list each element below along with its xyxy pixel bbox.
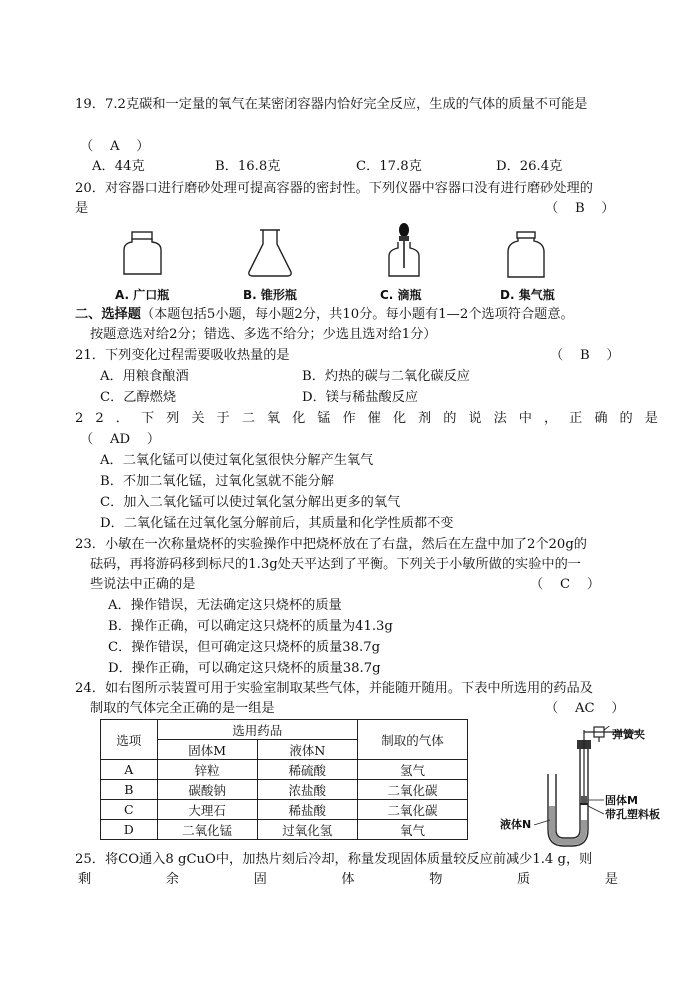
- caption-gas-bottle: D. 集气瓶: [500, 288, 555, 302]
- q23-stem-line1: 23．小敏在一次称量烧杯的实验操作中把烧杯放在了右盘，然后在左盘中加了2个20g的: [75, 537, 587, 552]
- table-cell: 浓盐酸: [257, 780, 357, 800]
- q25-stem-line1: 25．将CO通入8 gCuO中，加热片刻后冷却，称量发现固体质量较反应前减少1.4 g，则: [75, 852, 593, 867]
- table-row: [101, 780, 468, 800]
- q22-option-c: C．加入二氧化锰可以使过氧化氢分解出更多的氧气: [100, 495, 401, 510]
- header-reagents: 选用药品: [157, 720, 357, 740]
- table-cell: 过氧化氢: [257, 820, 357, 840]
- section2-header: [75, 306, 574, 323]
- table-cell: D: [101, 820, 158, 840]
- q25-char: 剩: [78, 872, 92, 887]
- section2-desc-line2: 按题意选对给2分；错选、多选不给分；少选且选对给1分）: [90, 327, 437, 342]
- table-cell: A: [101, 760, 158, 780]
- label-perforated-plate: 带孔塑料板: [605, 808, 660, 821]
- table-cell: 碳酸钠: [157, 780, 257, 800]
- header-solid: 固体M: [157, 740, 257, 760]
- q23-option-d: D．操作正确，可以确定这只烧杯的质量38.7g: [108, 661, 381, 676]
- q22-answer: （ AD ）: [80, 432, 161, 447]
- section2-desc-line1: （本题包括5小题，每小题2分，共10分。每小题有1—2个选项符合题意。: [140, 307, 574, 322]
- table-cell: 稀硫酸: [257, 760, 357, 780]
- q20-stem-line1: 20．对容器口进行磨砂处理可提高容器的密封性。下列仪器中容器口没有进行磨砂处理的: [75, 181, 593, 196]
- gas-collecting-bottle-figure: [505, 230, 547, 280]
- q25-char: 余: [165, 872, 179, 887]
- q25-char: 是: [604, 872, 618, 887]
- header-gas: 制取的气体: [357, 720, 467, 760]
- label-clamp: 弹簧夹: [612, 728, 645, 741]
- q19-stem: 19．7.2克碳和一定量的氧气在某密闭容器内恰好完全反应，生成的气体的质量不可能是: [75, 97, 588, 112]
- table-cell: 稀盐酸: [257, 800, 357, 820]
- q23-option-a: A．操作错误，无法确定这只烧杯的质量: [108, 598, 342, 613]
- table-cell: 锌粒: [157, 760, 257, 780]
- header-liquid: 液体N: [257, 740, 357, 760]
- q21-answer: （ B ）: [550, 348, 620, 363]
- q25-char: 体: [341, 872, 355, 887]
- q23-stem-line3: 些说法中正确的是: [90, 577, 196, 592]
- q22-stem: 22．下列关于二氧化锰作催化剂的说法中，正确的是: [75, 411, 670, 426]
- table-row: [101, 820, 468, 840]
- q22-option-a: A．二氧化锰可以使过氧化氢很快分解产生氧气: [100, 453, 374, 468]
- q21-option-d: D．镁与稀盐酸反应: [302, 390, 419, 405]
- q19-option-b: B．16.8克: [215, 159, 281, 174]
- q23-answer: （ C ）: [530, 577, 601, 592]
- label-liquid-n: 液体N: [500, 818, 532, 831]
- section2-title: 二、选择题: [75, 307, 141, 322]
- caption-dropper-bottle: C. 滴瓶: [380, 288, 422, 302]
- conical-flask-figure: [245, 228, 295, 280]
- q22-option-b: B．不加二氧化锰，过氧化氢就不能分解: [100, 474, 334, 489]
- q24-answer: （ AC ）: [545, 701, 625, 716]
- q25-char: 物: [429, 872, 443, 887]
- q21-option-c: C．乙醇燃烧: [100, 390, 177, 405]
- table-cell: 二氧化碳: [357, 780, 467, 800]
- q23-option-c: C．操作错误，但可确定这只烧杯的质量38.7g: [108, 640, 381, 655]
- q19-option-a: A．44克: [92, 159, 145, 174]
- q19-option-d: D．26.4克: [496, 159, 563, 174]
- table-cell: 氧气: [357, 820, 467, 840]
- q24-stem-line1: 24．如右图所示装置可用于实验室制取某些气体，并能随开随用。下表中所选用的药品及: [75, 681, 593, 696]
- q23-stem-line2: 砝码，再将游码移到标尺的1.3g处天平达到了平衡。下列关于小敏所做的实验中的一: [90, 557, 581, 572]
- q21-option-b: B．灼热的碳与二氧化碳反应: [302, 369, 470, 384]
- q21-option-a: A．用粮食酿酒: [100, 369, 189, 384]
- table-cell: 氢气: [357, 760, 467, 780]
- q25-stem-line2: [78, 871, 618, 888]
- table-row: [101, 800, 468, 820]
- table-cell: 二氧化锰: [157, 820, 257, 840]
- wide-mouth-bottle-figure: [120, 230, 165, 278]
- table-row: [101, 760, 468, 780]
- q23-option-b: B．操作正确，可以确定这只烧杯的质量为41.3g: [108, 619, 393, 634]
- caption-wide-mouth-bottle: A. 广口瓶: [115, 288, 170, 302]
- q24-stem-line2: 制取的气体完全正确的是一组是: [90, 701, 275, 716]
- header-option: 选项: [101, 720, 158, 760]
- table-cell: C: [101, 800, 158, 820]
- q25-char: 质: [516, 872, 531, 887]
- table-cell: 大理石: [157, 800, 257, 820]
- q19-answer: （ A ）: [80, 139, 150, 154]
- reagent-table: [100, 719, 468, 840]
- table-cell: B: [101, 780, 158, 800]
- caption-conical-flask: B. 锥形瓶: [243, 288, 297, 302]
- table-cell: 二氧化碳: [357, 800, 467, 820]
- q25-char: 固: [253, 872, 267, 887]
- q20-answer: （ B ）: [545, 201, 615, 216]
- q20-stem-line2: 是: [75, 201, 89, 216]
- u-tube-apparatus-figure: [500, 726, 670, 856]
- q19-option-c: C．17.8克: [356, 159, 422, 174]
- dropper-bottle-figure: [385, 222, 423, 280]
- q22-option-d: D．二氧化锰在过氧化氢分解前后，其质量和化学性质都不变: [100, 516, 454, 531]
- q21-stem: 21．下列变化过程需要吸收热量的是: [75, 348, 290, 363]
- label-solid-m: 固体M: [605, 794, 638, 807]
